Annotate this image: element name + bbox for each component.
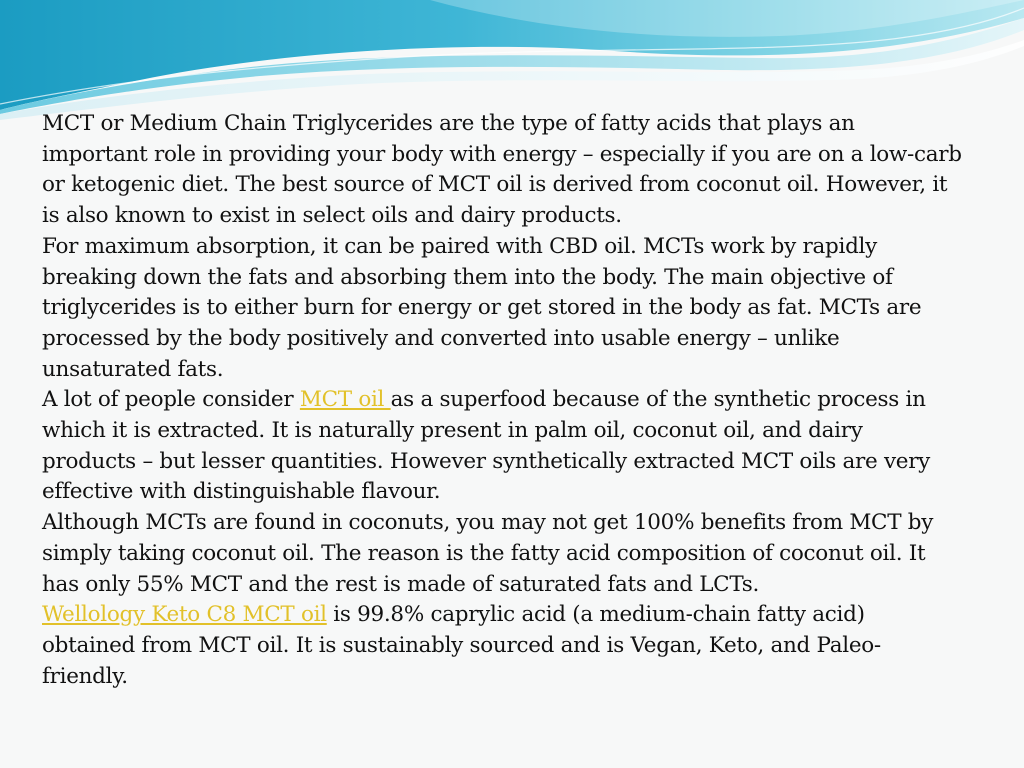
- paragraph-superfood-intro: A lot of people consider: [42, 387, 300, 413]
- paragraph-product-rest: is 99.8% caprylic acid (a medium-chain fatty acid) obtained from MCT oil. It is sustainably sourced and is Vegan, Keto, and Paleo-friendly.: [42, 602, 881, 689]
- paragraph-product: [42, 600, 962, 692]
- paragraph-absorption: For maximum absorption, it can be paired with CBD oil. MCTs work by rapidly breaking down the fats and absorbing them into the body. The main objective of triglycerides is to either burn for energy or get stored in the body as fat. MCTs are processed by the body positively and converted into usable energy – unlike unsaturated fats.: [42, 233, 922, 382]
- wellology-product-link[interactable]: Wellology Keto C8 MCT oil: [42, 602, 327, 628]
- paragraph-mct-definition: MCT or Medium Chain Triglycerides are the type of fatty acids that plays an important role in providing your body with energy – especially if you are on a low-carb or ketogenic diet. The best source of MCT oil is derived from coconut oil. However, it is also known to exist in select oils and dairy products.: [42, 111, 962, 229]
- paragraph-coconut: Although MCTs are found in coconuts, you may not get 100% benefits from MCT by simply taking coconut oil. The reason is the fatty acid composition of coconut oil. It has only 55% MCT and the rest is made of saturated fats and LCTs.: [42, 510, 934, 597]
- paragraph-superfood-rest: as a superfood because of the synthetic process in which it is extracted. It is naturally present in palm oil, coconut oil, and dairy products – but lesser quantities. However synthetically extracted MCT oils are very effective with distinguishable flavour.: [42, 387, 931, 505]
- mct-oil-link[interactable]: MCT oil: [299, 387, 391, 413]
- body-text: [42, 109, 962, 692]
- paragraph-superfood: [42, 385, 962, 508]
